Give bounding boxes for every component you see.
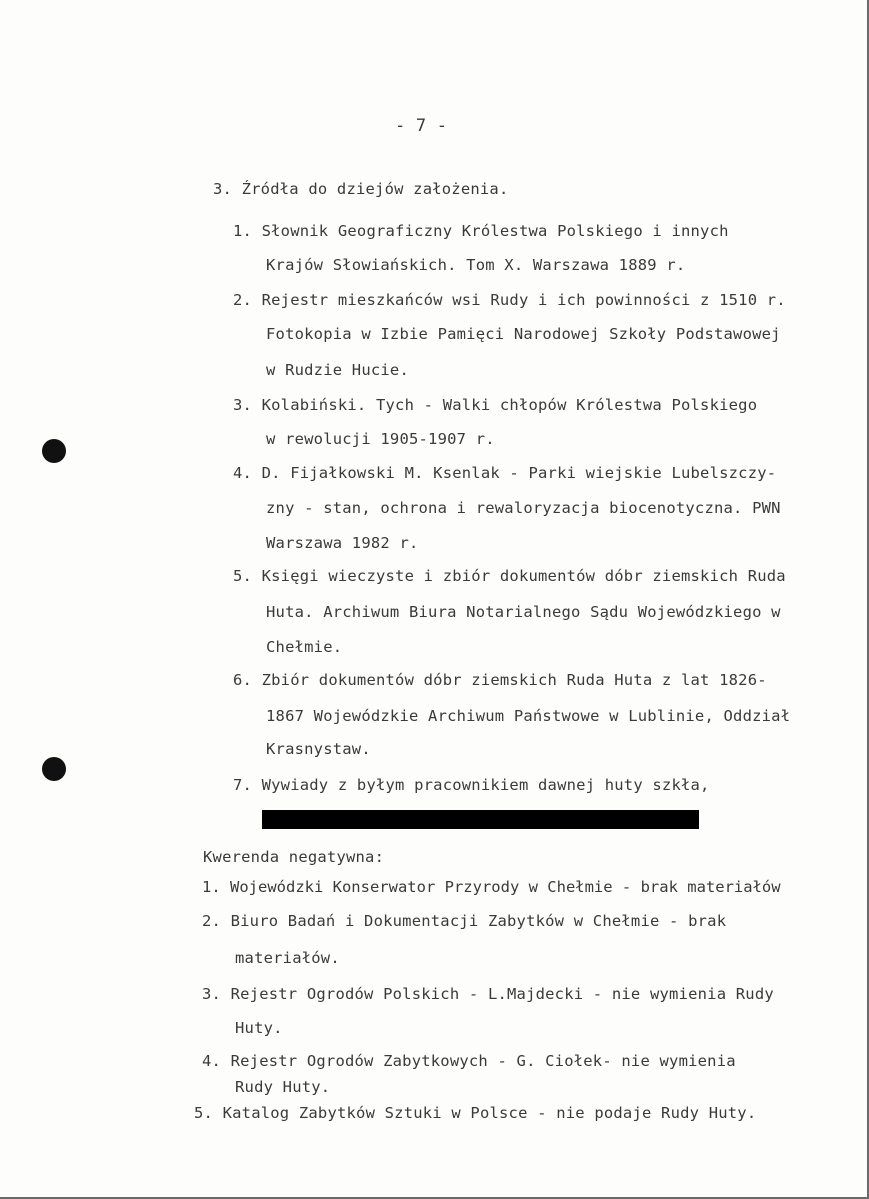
- negative-query-item-1-line-1: 1. Wojewódzki Konserwator Przyrody w Chełmie - brak materiałów: [202, 878, 781, 896]
- source-item-5-line-1: 5. Księgi wieczyste i zbiór dokumentów dóbr ziemskich Ruda: [233, 567, 786, 585]
- source-item-4-line-3: Warszawa 1982 r.: [266, 534, 419, 552]
- source-item-6-line-1: 6. Zbiór dokumentów dóbr ziemskich Ruda Huta z lat 1826-: [233, 671, 767, 689]
- source-item-4-line-1: 4. D. Fijałkowski M. Ksenlak - Parki wiejskie Lubelszczy-: [233, 464, 777, 482]
- source-item-5-line-3: Chełmie.: [266, 638, 343, 656]
- source-item-6-line-2: 1867 Wojewódzkie Archiwum Państwowe w Lublinie, Oddział: [266, 707, 791, 725]
- negative-query-item-2-line-2: materiałów.: [235, 949, 340, 967]
- source-item-2-line-1: 2. Rejestr mieszkańców wsi Rudy i ich powinności z 1510 r.: [233, 291, 786, 309]
- negative-query-item-3-line-1: 3. Rejestr Ogrodów Polskich - L.Majdecki - nie wymienia Rudy: [202, 985, 774, 1003]
- page-number: - 7 -: [395, 116, 448, 136]
- negative-query-heading: Kwerenda negatywna:: [203, 848, 385, 866]
- negative-query-item-3-line-2: Huty.: [235, 1019, 283, 1037]
- source-item-6-line-3: Krasnystaw.: [266, 740, 371, 758]
- negative-query-item-5-line-1: 5. Katalog Zabytków Sztuki w Polsce - nie podaje Rudy Huty.: [194, 1104, 757, 1122]
- source-item-4-line-2: zny - stan, ochrona i rewaloryzacja biocenotyczna. PWN: [266, 499, 781, 517]
- source-item-1-line-2: Krajów Słowiańskich. Tom X. Warszawa 1889 r.: [266, 256, 686, 274]
- punch-hole-bottom: [42, 757, 66, 781]
- source-item-3-line-2: w rewolucji 1905-1907 r.: [266, 430, 495, 448]
- source-item-2-line-2: Fotokopia w Izbie Pamięci Narodowej Szkoły Podstawowej: [266, 325, 781, 343]
- redaction-bar: [262, 810, 699, 829]
- sources-heading: 3. Źródła do dziejów założenia.: [213, 180, 509, 198]
- negative-query-item-4-line-2: Rudy Huty.: [235, 1078, 331, 1096]
- negative-query-item-2-line-1: 2. Biuro Badań i Dokumentacji Zabytków w Chełmie - brak: [202, 912, 727, 930]
- source-item-1-line-1: 1. Słownik Geograficzny Królestwa Polskiego i innych: [233, 222, 729, 240]
- source-item-5-line-2: Huta. Archiwum Biura Notarialnego Sądu Wojewódzkiego w: [266, 603, 781, 621]
- source-item-3-line-1: 3. Kolabiński. Tych - Walki chłopów Królestwa Polskiego: [233, 396, 758, 414]
- negative-query-item-4-line-1: 4. Rejestr Ogrodów Zabytkowych - G. Ciołek- nie wymienia: [202, 1052, 736, 1070]
- source-item-2-line-3: w Rudzie Hucie.: [266, 361, 409, 379]
- punch-hole-top: [42, 439, 66, 463]
- source-item-7-line-1: 7. Wywiady z byłym pracownikiem dawnej huty szkła,: [233, 776, 710, 794]
